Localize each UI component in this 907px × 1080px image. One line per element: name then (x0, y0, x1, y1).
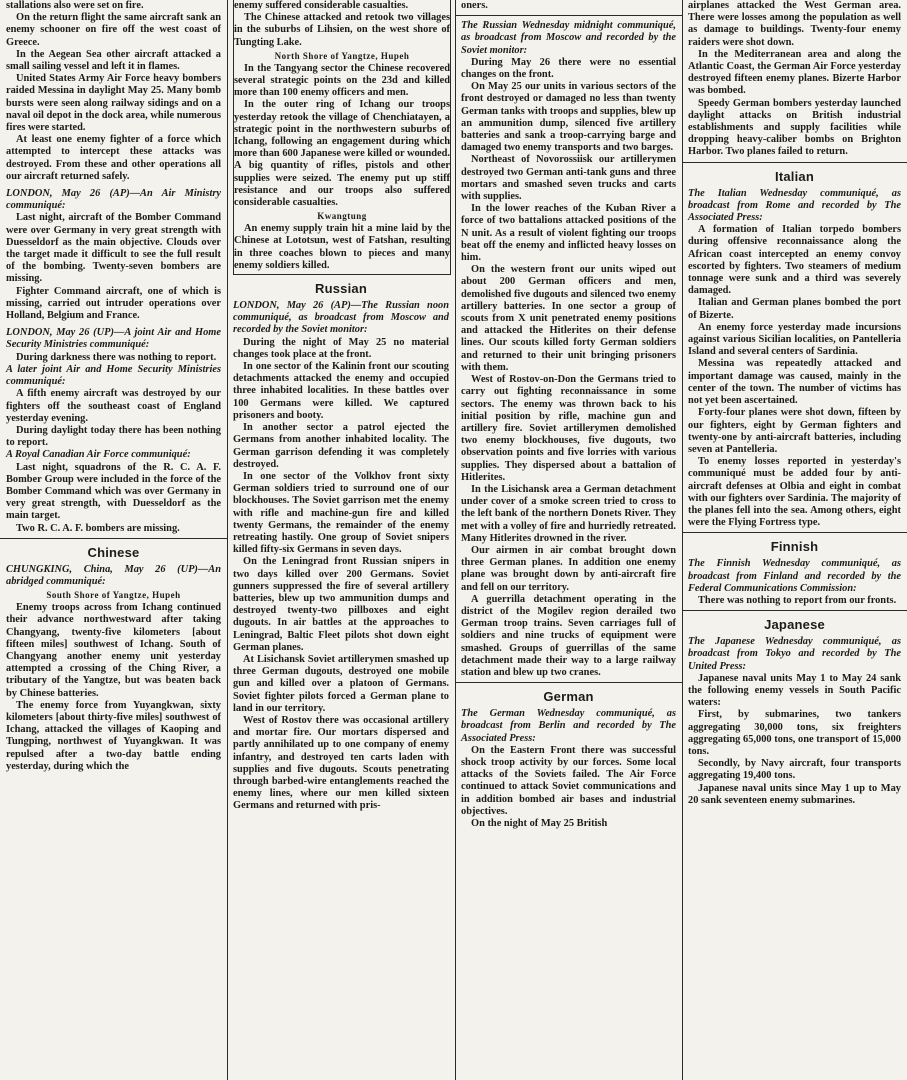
paragraph: enemy suffered considerable casualties. (234, 0, 409, 11)
dateline: The Russian Wednesday midnight communiqué, as broadcast from Moscow and recorded by the Soviet monitor: (461, 20, 676, 56)
paragraph: Secondly, by Navy aircraft, four transports aggregating 19,400 tons. (688, 758, 901, 782)
paragraph: At least one enemy fighter of a force which attempted to intercept these attacks was destroyed. From these and other operations all our aircraft returned safely. (6, 134, 221, 182)
paragraph: Japanese naval units since May 1 up to May 20 sank seventeen enemy submarines. (688, 782, 901, 806)
paragraph: Forty-four planes were shot down, fifteen by our fighters, eight by German fighters and twenty-one by anti-aircraft batteries, including seven at Pantelleria. (688, 407, 901, 455)
paragraph: First, by submarines, two tankers aggregating 30,000 tons, six freighters aggregating 65,000 tons, one transport of 15,000 tons. (688, 709, 901, 757)
dateline: LONDON, May 26 (AP)—The Russian noon communiqué, as broadcast from Moscow and recorded by the Soviet monitor: (233, 300, 449, 336)
paragraph: A guerrilla detachment operating in the district of the Mogilev region derailed two German troop trains. Seven carriages full of soldiers and nine trucks of equipment were smashed. Groups of guerrillas of the same detachment made their way to a large railway station and blew up two cranes. (461, 593, 676, 678)
paragraph: On May 25 our units in various sectors of the front destroyed or damaged no less than twenty German tanks with troops and supplies, blew up an ammunition dump, silenced five artillery batteries and sank a troop-carrying barge and damaged two enemy transports and two barges. (461, 81, 676, 154)
paragraph: In the Mediterranean area and along the Atlantic Coast, the German Air Force yesterday destroyed fifteen enemy planes. Bizerte Harbor was bombed. (688, 48, 901, 97)
paragraph: West of Rostov there was occasional artillery and mortar fire. Our mortars dispersed and partly annihilated up to one company of enemy infantry, and destroyed ten carts laden with supplies and five dugouts. Scouts penetrating through barbed-wire entanglements reached the enemy lines, where our men killed sixteen Germans and returned with pris- (233, 714, 449, 812)
subheading: Kwangtung (317, 211, 367, 222)
column-4 (682, 0, 907, 1080)
paragraph: During the night of May 25 no material changes took place at the front. (233, 336, 449, 360)
dateline: A Royal Canadian Air Force communiqué: (6, 449, 191, 461)
paragraph: Fighter Command aircraft, one of which is missing, carried out intruder operations over Holland, Belgium and France. (6, 285, 221, 322)
dateline: The Japanese Wednesday communiqué, as broadcast from Tokyo and recorded by The United Press: (688, 636, 901, 672)
column-rule (682, 0, 683, 1080)
paragraph: United States Army Air Force heavy bombers raided Messina in daylight May 25. Many bomb bursts were seen along railway sidings and on a naval oil depot in the dock area, while numerous fires were started. (6, 73, 221, 134)
dateline: The Italian Wednesday communiqué, as broadcast from Rome and recorded by The Associated Press: (688, 187, 901, 224)
paragraph: Last night, aircraft of the Bomber Command were over Germany in very great strength with Duesseldorf as the main objective. Clouds over the target made it difficult to see the full result of the bombing. Twenty-seven bombers are missing. (6, 212, 221, 285)
dateline: LONDON, May 26 (AP)—An Air Ministry communiqué: (6, 188, 221, 212)
paragraph: In the Tangyang sector the Chinese recovered several strategic points on the 23d and killed more than 100 enemy officers and men. (234, 62, 450, 99)
paragraph: In the outer ring of Ichang our troops yesterday retook the village of Chenchiatayen, a strategic point in the northwestern suburbs of Ichang, following an engagement during which more than 600 Japanese were killed or wounded. A big quantity of rifles, pistols and other supplies were seized. The enemy put up stiff resistance and our troops also suffered considerable casualties. (234, 99, 450, 209)
column-3 (455, 0, 682, 1080)
section-heading-finnish: Finnish (770, 539, 819, 555)
paragraph: On the Eastern Front there was successful shock troop activity by our forces. Some local attacks of the Soviets failed. The Air Force continued to attack Soviet communications and in addition bombed air bases and industrial objectives. (461, 744, 676, 817)
dateline: The Finnish Wednesday communiqué, as broadcast from Finland and recorded by the Federal Communications Commission: (688, 558, 901, 594)
paragraph: On the return flight the same aircraft sank an enemy schooner on fire off the west coast of Greece. (6, 12, 221, 48)
dateline: LONDON, May 26 (UP)—A joint Air and Home Security Ministries communiqué: (6, 327, 221, 351)
section-heading-german: German (543, 689, 594, 705)
paragraph: Messina was repeatedly attacked and important damage was caused, mainly in the center of the town. The number of victims has not yet been ascertained. (688, 358, 901, 407)
dateline: CHUNGKING, China, May 26 (UP)—An abridged communiqué: (6, 563, 221, 587)
dateline: The German Wednesday communiqué, as broadcast from Berlin and recorded by The Associated Press: (461, 708, 676, 744)
paragraph: Italian and German planes bombed the port of Bizerte. (688, 297, 901, 321)
paragraph: An enemy force yesterday made incursions against various Sicilian localities, on Pantelleria Island and several centers of Sardinia. (688, 321, 901, 358)
paragraph: In another sector a patrol ejected the Germans from another inhabited locality. The German garrison defending it was completely destroyed. (233, 422, 449, 470)
dateline: A later joint Air and Home Security Ministries communiqué: (6, 363, 221, 388)
paragraph: A formation of Italian torpedo bombers during offensive reconnaissance along the African coast intercepted an enemy convoy escorted by fighters. Two steamers of medium tonnage were sunk and a third was severely damaged. (688, 224, 901, 297)
paragraph: At Lisichansk Soviet artillerymen smashed up three German dugouts, destroyed one mobile gun and killed over a platoon of Germans. Soviet fighter pilots forced a German plane to land in our territory. (233, 653, 449, 714)
paragraph: Northeast of Novorossiisk our artillerymen destroyed two German anti-tank guns and three mortars and smashed seven trucks and carts with supplies. (461, 154, 676, 203)
paragraph: In the Lisichansk area a German detachment under cover of a smoke screen tried to cross to the left bank of the northern Donets River. They met with a volley of fire and hurriedly retreated. Many Hitlerites drowned in the river. (461, 483, 676, 544)
subheading: North Shore of Yangtze, Hupeh (274, 50, 410, 61)
paragraph: Japanese naval units May 1 to May 24 sank the following enemy vessels in South Pacific waters: (688, 672, 901, 709)
paragraph: In the Aegean Sea other aircraft attacked a small sailing vessel and left it in flames. (6, 48, 221, 73)
paragraph: To enemy losses reported in yesterday's communiqué must be added four by anti-aircraft defenses at Olbia and eight in combat with our fighters over Sardinia. The majority of the planes fell into the sea. Among others, eight were the Flying Fortress type. (688, 456, 901, 529)
paragraph: On the night of May 25 British (471, 818, 608, 829)
paragraph: oners. (461, 0, 488, 11)
paragraph: A fifth enemy aircraft was destroyed by our fighters off the southeast coast of England yesterday evening. (6, 388, 221, 424)
paragraph: Two R. C. A. F. bombers are missing. (16, 522, 180, 534)
paragraph: Enemy troops across from Ichang continued their advance northwestward after taking Changyang, twenty-five kilometers [about fifteen miles] southwest of Ichang. South of Changyang another enemy unit yesterday attempted a crossing of the Ching River, a tributary of the Yangtze, but was beaten back by Chinese batteries. (6, 602, 221, 699)
paragraph: In one sector of the Volkhov front sixty German soldiers tried to surround one of our blockhouses. The Soviet garrison met the enemy with rifle and machine-gun fire and killed twenty Germans, the remainder of the enemy retreating hastily. One group of Soviet snipers killed fifty-six Germans in seven days. (233, 470, 449, 556)
section-heading-russian: Russian (315, 281, 367, 297)
paragraph: During May 26 there were no essential changes on the front. (461, 56, 676, 81)
chinese-continued-box (233, 0, 451, 275)
paragraph: The enemy force from Yuyangkwan, sixty kilometers [about thirty-five miles] southwest of Ichang, attacked the villages of Kaoping and Tungping, northwest of Yuyangkwan. It was repulsed after a two-day battle ending yesterday, during which the (6, 699, 221, 772)
paragraph: In one sector of the Kalinin front our scouting detachments attacked the enemy and occupied three inhabited localities. In these battles over 100 Germans were killed. We captured prisoners and booty. (233, 361, 449, 421)
section-heading-chinese: Chinese (87, 544, 140, 560)
paragraph: An enemy supply train hit a mine laid by the Chinese at Lototsun, west of Fatshan, resulting in three coaches blown to pieces and many enemy soldiers killed. (234, 223, 450, 271)
column-1 (0, 0, 227, 1080)
paragraph: The Chinese attacked and retook two villages in the suburbs of Lihsien, on the west shore of Tungting Lake. (234, 12, 450, 48)
paragraph: Last night, squadrons of the R. C. A. F. Bomber Group were included in the force of the Bomber Command which was over Germany in very great strength, with Duesseldorf as the main target. (6, 461, 221, 522)
paragraph: During daylight today there has been nothing to report. (6, 424, 221, 449)
section-heading-italian: Italian (775, 168, 814, 184)
paragraph: During darkness there was nothing to report. (16, 351, 217, 363)
paragraph: airplanes attacked the West German area. There were losses among the population as well as damage to buildings. Twenty-four enemy raiders were shot down. (688, 0, 901, 48)
paragraph: Our airmen in air combat brought down three German planes. In addition one enemy plane was brought down by anti-aircraft fire and fell on our territory. (461, 544, 676, 593)
paragraph: There was nothing to report from our fronts. (698, 594, 897, 606)
paragraph: In the lower reaches of the Kuban River a force of two battalions attacked positions of the N unit. As a result of violent fighting our troops beat off the enemy and inflicted heavy losses on him. (461, 203, 676, 264)
section-heading-japanese: Japanese (764, 617, 825, 633)
subheading: South Shore of Yangtze, Hupeh (46, 590, 181, 601)
paragraph: On the western front our units wiped out about 200 German officers and men, demolished five dugouts and silenced two enemy artillery batteries. In one sector a group of scouts from X unit penetrated enemy positions and attacked the Hitlerites on their defense lines. Our scouts killed forty German soldiers and returned to their unit bringing prisoners with them. (461, 264, 676, 373)
column-2 (227, 0, 455, 1080)
column-rule (227, 0, 228, 1080)
column-rule (455, 0, 456, 1080)
paragraph: West of Rostov-on-Don the Germans tried to carry out fighting reconnaissance in some sectors. The enemy was thrown back to his initial position by rifle, machine gun and artillery fire. Soviet artillerymen demolished two enemy blockhouses, five dugouts, two observation points and five lorries with various supplies. They dispersed about a battalion of Hitlerites. (461, 374, 676, 483)
paragraph: stallations also were set on fire. (6, 0, 144, 11)
paragraph: On the Leningrad front Russian snipers in two days killed over 200 Germans. Soviet gunners suppressed the fire of several artillery batteries, blew up two ammunition dumps and destroyed twenty-two pillboxes and eight dugouts. In air battles at the approaches to Leningrad, Baltic Fleet pilots shot down eight German planes. (233, 556, 449, 653)
paragraph: Speedy German bombers yesterday launched daylight attacks on British industrial establishments and supply facilities while dropping heavy-caliber bombs on Brighton Harbor. Two planes failed to return. (688, 97, 901, 158)
